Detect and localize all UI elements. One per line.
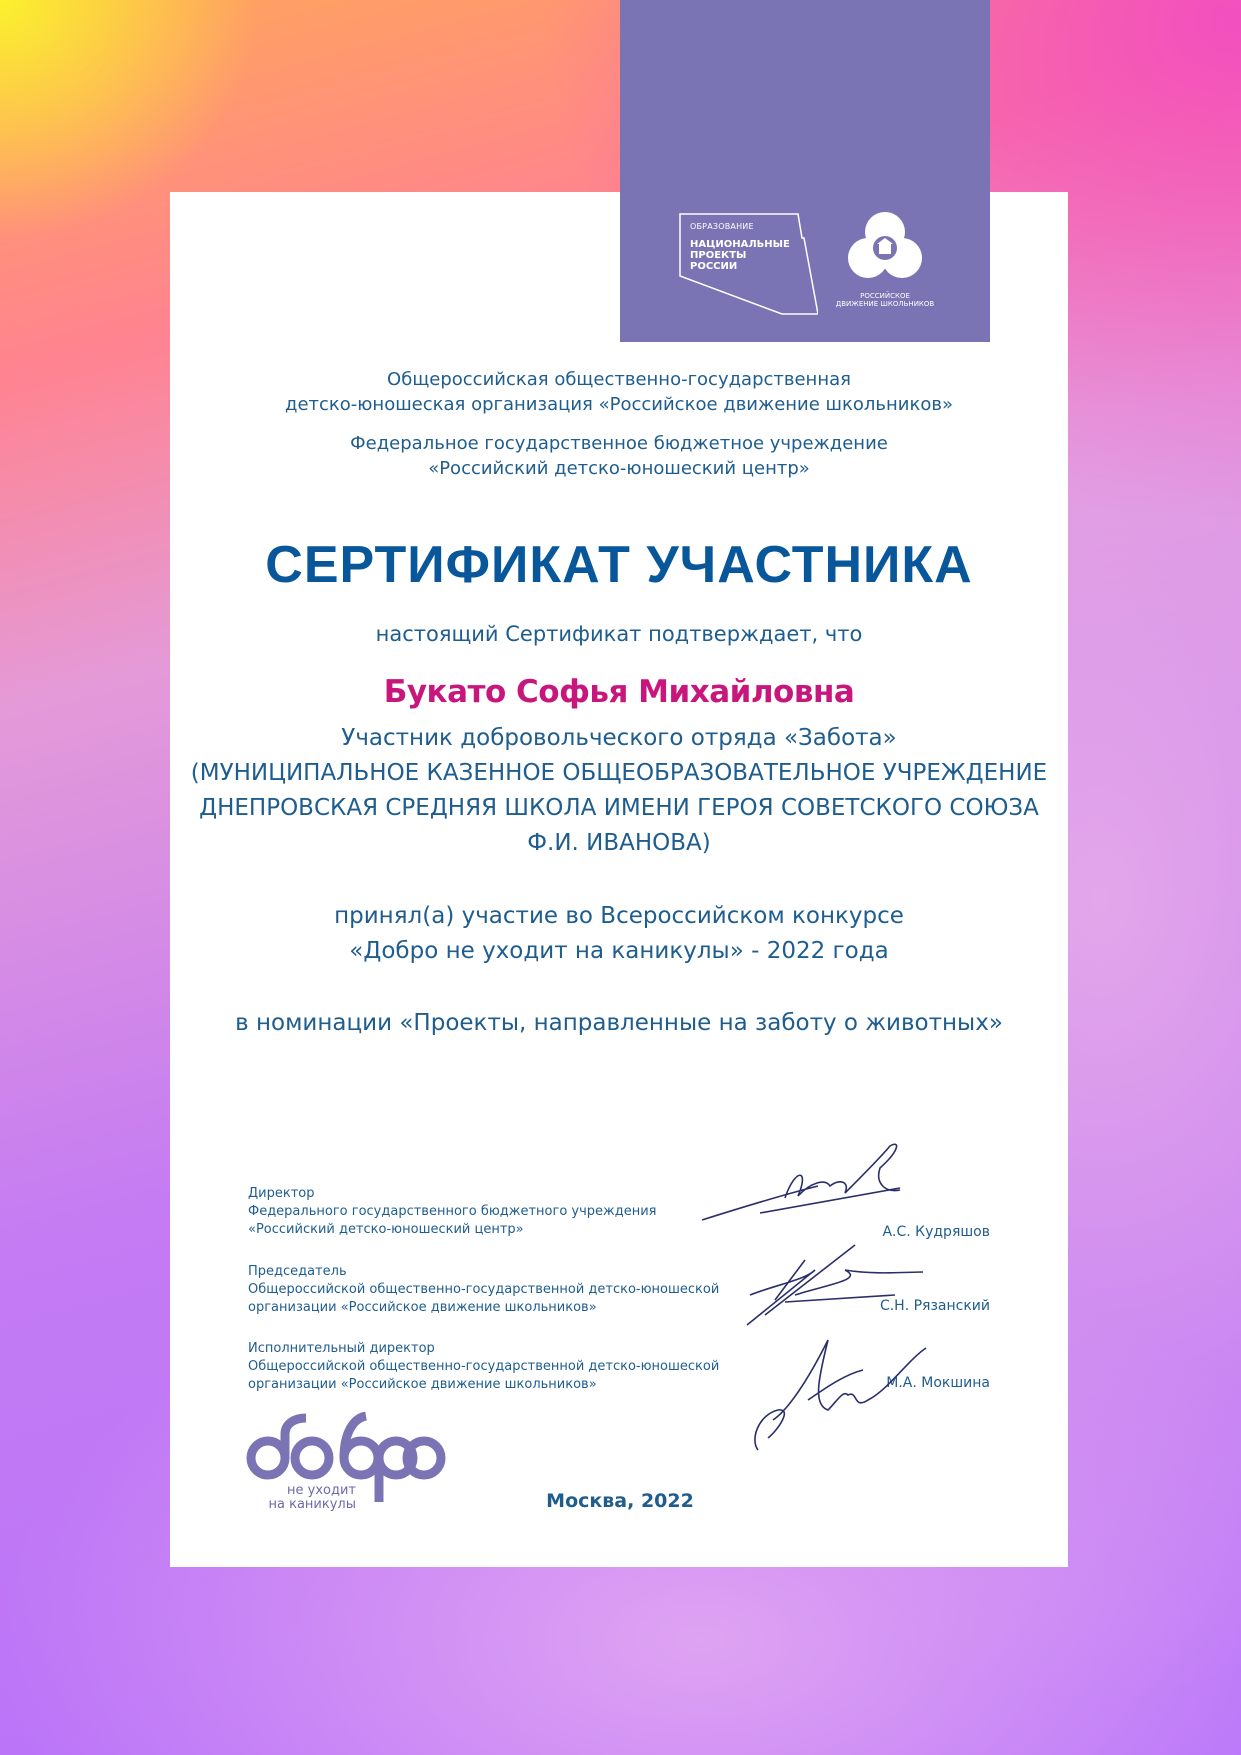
dobro-tagline-1: не уходит bbox=[287, 1483, 356, 1498]
rdsh-line-2: ДВИЖЕНИЕ ШКОЛЬНИКОВ bbox=[835, 300, 935, 308]
certificate-subtitle: настоящий Сертификат подтверждает, что bbox=[375, 622, 863, 646]
np-big-label: НАЦИОНАЛЬНЫЕ ПРОЕКТЫ РОССИИ bbox=[690, 239, 790, 272]
signature-3-handwritten bbox=[748, 1320, 928, 1455]
signature-2-position: Председатель bbox=[248, 1264, 347, 1279]
signature-3-position: Исполнительный директор bbox=[248, 1341, 435, 1356]
np-small-label: ОБРАЗОВАНИЕ bbox=[690, 222, 754, 231]
signature-3-org-2: организации «Российское движение школьников» bbox=[248, 1377, 597, 1392]
signature-2-label bbox=[248, 1263, 719, 1317]
signature-2-org-2: организации «Российское движение школьников» bbox=[248, 1300, 597, 1315]
contest-line-1: принял(а) участие во Всероссийском конкурсе bbox=[334, 903, 904, 929]
rdsh-logo-text bbox=[820, 292, 950, 308]
rdsh-line-1: РОССИЙСКОЕ bbox=[860, 292, 910, 300]
description-line-2: (МУНИЦИПАЛЬНОЕ КАЗЕННОЕ ОБЩЕОБРАЗОВАТЕЛЬНОЕ УЧРЕЖДЕНИЕ bbox=[190, 760, 1048, 786]
signature-1-position: Директор bbox=[248, 1186, 315, 1201]
nomination: в номинации «Проекты, направленные на заботу о животных» bbox=[235, 1010, 1003, 1036]
signature-1-org-2: «Российский детско-юношеский центр» bbox=[248, 1222, 524, 1237]
description-line-1: Участник добровольческого отряда «Забота» bbox=[341, 725, 897, 751]
signature-1-label bbox=[248, 1185, 657, 1239]
description-line-3: ДНЕПРОВСКАЯ СРЕДНЯЯ ШКОЛА ИМЕНИ ГЕРОЯ СОВЕТСКОГО СОЮЗА bbox=[199, 795, 1039, 821]
org-line-1: Общероссийская общественно-государственная bbox=[387, 369, 851, 390]
signature-3-org-1: Общероссийской общественно-государственной детско-юношеской bbox=[248, 1359, 720, 1374]
contest-line-2: «Добро не уходит на каникулы» - 2022 года bbox=[349, 938, 889, 964]
certificate-title: СЕРТИФИКАТ УЧАСТНИКА bbox=[265, 536, 973, 594]
recipient-name: Букато Софья Михайловна bbox=[383, 674, 855, 710]
signature-1-org-1: Федерального государственного бюджетного учреждения bbox=[248, 1204, 657, 1219]
signature-3-name: М.А. Мокшина bbox=[886, 1375, 990, 1391]
rdsh-emblem-icon bbox=[820, 210, 950, 290]
org-line-3: Федеральное государственное бюджетное учреждение bbox=[350, 433, 888, 454]
dobro-logo bbox=[246, 1412, 446, 1512]
signature-2-org-1: Общероссийской общественно-государственной детско-юношеской bbox=[248, 1282, 720, 1297]
org-line-2: детско-юношеская организация «Российское движение школьников» bbox=[285, 394, 953, 415]
signature-3-label bbox=[248, 1340, 719, 1394]
rdsh-logo bbox=[820, 210, 950, 315]
national-projects-logo bbox=[678, 212, 818, 316]
signature-1-name: А.С. Кудряшов bbox=[882, 1224, 990, 1240]
description-line-4: Ф.И. ИВАНОВА) bbox=[527, 830, 711, 856]
dobro-tagline-2: на каникулы bbox=[268, 1497, 356, 1512]
org-line-4: «Российский детско-юношеский центр» bbox=[428, 458, 810, 479]
signature-2-name: С.Н. Рязанский bbox=[879, 1298, 990, 1314]
dobro-tagline bbox=[256, 1484, 356, 1512]
city-year: Москва, 2022 bbox=[546, 1490, 694, 1512]
signature-1-handwritten bbox=[700, 1138, 940, 1228]
